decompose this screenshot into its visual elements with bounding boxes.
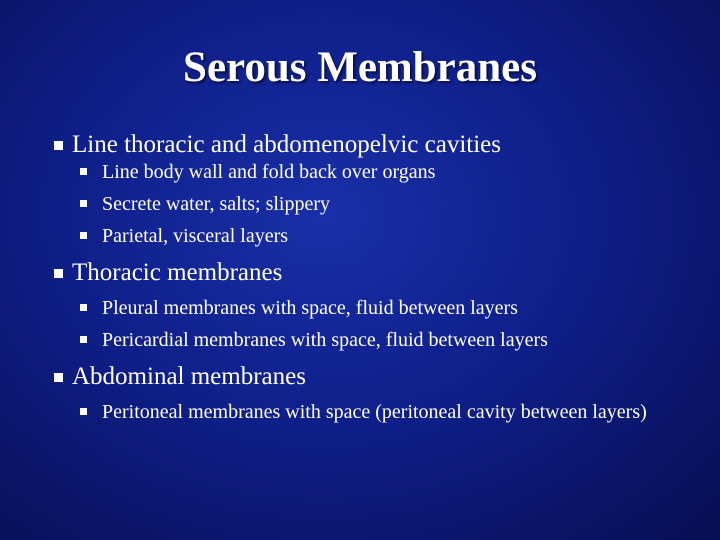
bullet-item bbox=[48, 360, 688, 425]
sub-bullet-item bbox=[102, 328, 688, 352]
square-bullet-icon bbox=[80, 200, 87, 207]
square-bullet-icon bbox=[80, 408, 87, 415]
slide-title: Serous Membranes bbox=[183, 44, 537, 91]
sub-bullet-text: Pleural membranes with space, fluid between layers bbox=[102, 297, 518, 319]
square-bullet-icon bbox=[80, 304, 87, 311]
slide-content bbox=[48, 128, 688, 433]
square-bullet-icon bbox=[54, 141, 63, 150]
bullet-list bbox=[48, 128, 688, 425]
sub-bullet-text: Secrete water, salts; slippery bbox=[102, 193, 331, 215]
sub-bullet-item bbox=[102, 160, 688, 184]
square-bullet-icon bbox=[80, 168, 87, 175]
sub-bullet-list bbox=[72, 400, 662, 425]
bullet-text: Line thoracic and abdomenopelvic cavities bbox=[72, 131, 501, 158]
sub-bullet-item bbox=[102, 296, 688, 320]
bullet-text: Thoracic membranes bbox=[72, 259, 283, 286]
sub-bullet-text: Line body wall and fold back over organs bbox=[102, 161, 436, 183]
bullet-item bbox=[48, 256, 688, 352]
sub-bullet-text: Pericardial membranes with space, fluid between layers bbox=[102, 329, 548, 351]
sub-bullet-text: Peritoneal membranes with space (peritoneal cavity between layers) bbox=[102, 401, 647, 423]
sub-bullet-item bbox=[102, 400, 662, 425]
bullet-text: Abdominal membranes bbox=[72, 363, 306, 390]
bullet-item bbox=[48, 128, 688, 248]
square-bullet-icon bbox=[54, 269, 63, 278]
square-bullet-icon bbox=[54, 373, 63, 382]
sub-bullet-list bbox=[72, 296, 688, 352]
sub-bullet-list bbox=[72, 160, 688, 248]
square-bullet-icon bbox=[80, 336, 87, 343]
sub-bullet-text: Parietal, visceral layers bbox=[102, 225, 289, 247]
sub-bullet-item bbox=[102, 192, 688, 216]
sub-bullet-item bbox=[102, 224, 688, 248]
square-bullet-icon bbox=[80, 232, 87, 239]
